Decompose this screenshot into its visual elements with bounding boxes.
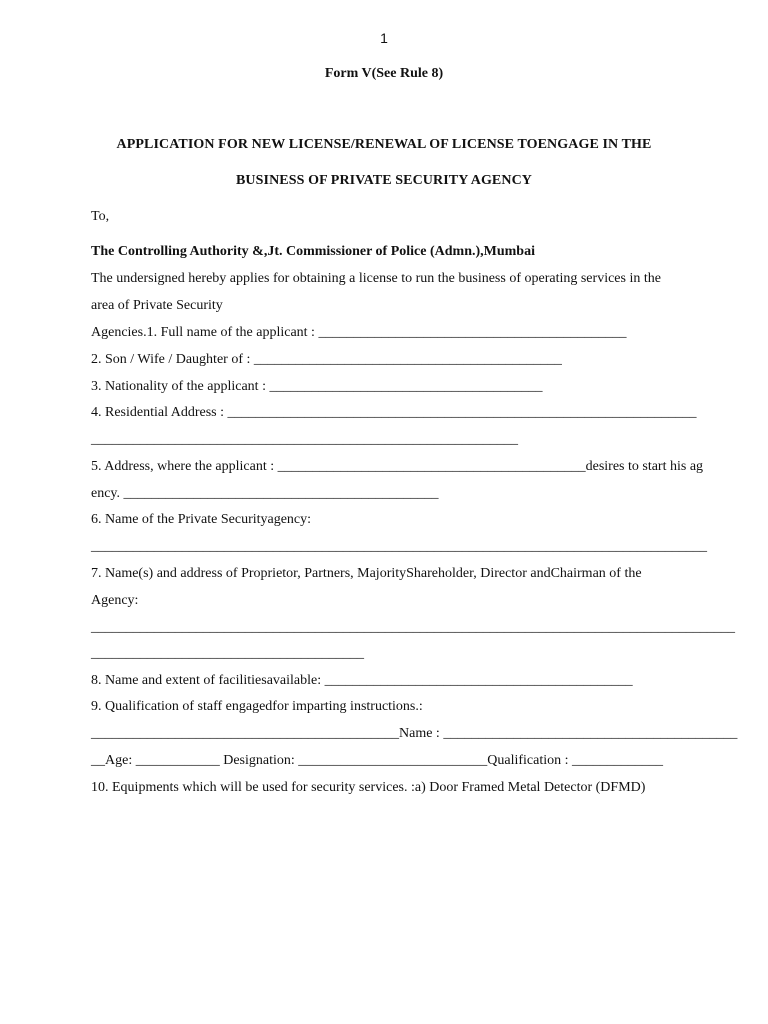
field-staff-name-line: ____________________________________________Name : __________________________________________: [91, 726, 738, 741]
field-residential-address: 4. Residential Address : ___________________________________________________________________: [91, 405, 697, 420]
intro-line-1: The undersigned hereby applies for obtaining a license to run the business of operating services in the: [91, 271, 661, 286]
intro-line-2: area of Private Security: [91, 298, 223, 313]
field-equipments: 10. Equipments which will be used for security services. :a) Door Framed Metal Detector (DFMD): [91, 780, 646, 795]
addressee: The Controlling Authority &,Jt. Commissioner of Police (Admn.),Mumbai: [91, 244, 535, 259]
form-reference: Form V(See Rule 8): [324, 66, 444, 81]
field-agency-address-cont: ency. _____________________________________________: [91, 486, 439, 501]
field-nationality: 3. Nationality of the applicant : _______________________________________: [91, 379, 543, 394]
field-staff-qualification-label: 9. Qualification of staff engagedfor imparting instructions.:: [91, 699, 423, 714]
field-residential-address-cont: _____________________________________________________________: [91, 432, 518, 447]
field-proprietors-label-cont: Agency:: [91, 593, 139, 608]
field-full-name: Agencies.1. Full name of the applicant : ____________________________________________: [91, 325, 627, 340]
salutation: To,: [91, 209, 110, 224]
field-proprietors-line-1: ____________________________________________________________________________________________: [91, 620, 735, 635]
field-proprietors-line-2: _______________________________________: [91, 646, 364, 661]
field-staff-details-line: __Age: ____________ Designation: ___________________________Qualification : _____________: [91, 753, 664, 768]
page-number: 1: [380, 30, 388, 46]
field-agency-name-line: ________________________________________________________________________________________: [91, 539, 707, 554]
field-proprietors-label: 7. Name(s) and address of Proprietor, Partners, MajorityShareholder, Director andChairman of the: [91, 566, 642, 581]
field-facilities: 8. Name and extent of facilitiesavailable: ____________________________________________: [91, 673, 633, 688]
field-agency-name-label: 6. Name of the Private Securityagency:: [91, 512, 312, 527]
form-title-line-2: BUSINESS OF PRIVATE SECURITY AGENCY: [235, 173, 533, 188]
field-relation: 2. Son / Wife / Daughter of : ____________________________________________: [91, 352, 562, 367]
field-agency-address: 5. Address, where the applicant : ____________________________________________desires to start his ag: [91, 459, 704, 474]
form-title-line-1: APPLICATION FOR NEW LICENSE/RENEWAL OF LICENSE TOENGAGE IN THE: [116, 137, 652, 152]
